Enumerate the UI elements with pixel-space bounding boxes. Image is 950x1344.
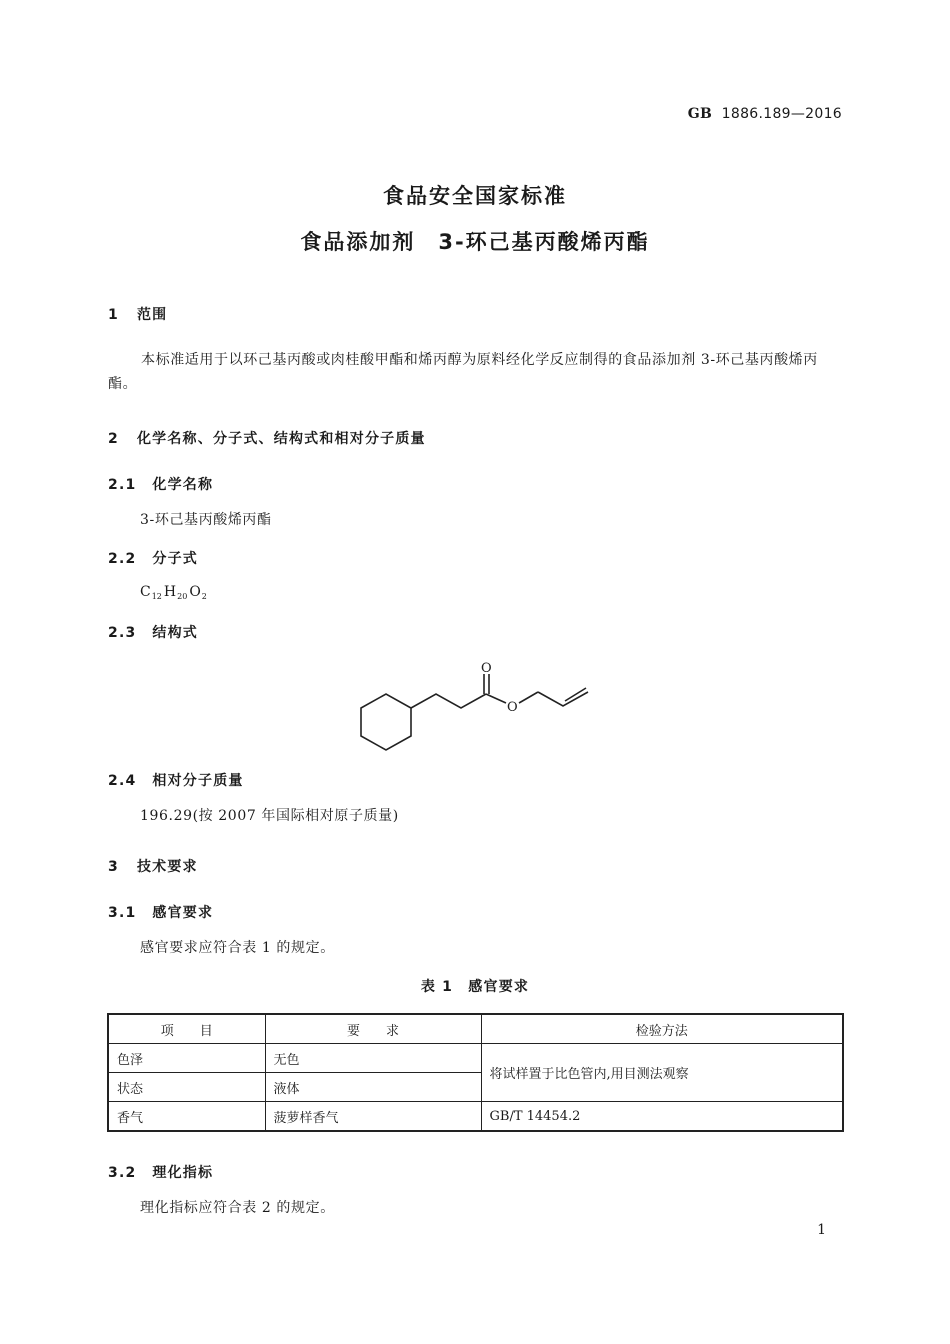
- table-cell-item: 色泽: [108, 1044, 265, 1073]
- table-cell-requirement: 无色: [265, 1044, 481, 1073]
- section-number: 2.2: [108, 551, 137, 567]
- column-header-requirement: 要 求: [265, 1014, 481, 1044]
- table-cell-requirement: 菠萝样香气: [265, 1102, 481, 1132]
- section-3-heading: [108, 856, 198, 876]
- document-title-line2: 食品添加剂 3-环己基丙酸烯丙酯: [300, 230, 650, 254]
- carbon-chain: [411, 694, 486, 708]
- table-row: [108, 1044, 843, 1073]
- section-title: 范围: [136, 307, 168, 323]
- table-header-row: [108, 1014, 843, 1044]
- allyl-chain: [538, 692, 588, 706]
- section-title: 结构式: [152, 625, 199, 641]
- table-cell-requirement: 液体: [265, 1073, 481, 1102]
- structural-formula: [352, 656, 602, 756]
- molecular-formula: $C_{12}$ $H_{20}$ $O_2$: [140, 584, 207, 601]
- section-2-2-heading: [108, 548, 198, 568]
- section-number: 3.1: [108, 905, 137, 921]
- column-header-method: 检验方法: [481, 1014, 843, 1044]
- table-row: [108, 1102, 843, 1132]
- standard-code-prefix: GB: [687, 106, 713, 122]
- section-number: 3: [108, 859, 119, 875]
- section-1-heading: [108, 304, 167, 324]
- section-3-2-paragraph: 理化指标应符合表 2 的规定。: [140, 1200, 335, 1216]
- cyclohexane-ring: [361, 694, 411, 750]
- standard-code-number: 1886.189—2016: [721, 106, 842, 122]
- section-2-3-heading: [108, 622, 198, 642]
- section-2-heading: [108, 428, 426, 448]
- section-number: 2.3: [108, 625, 137, 641]
- table-cell-method: GB/T 14454.2: [481, 1102, 843, 1132]
- section-title: 技术要求: [136, 859, 198, 875]
- page-number: 1: [817, 1222, 826, 1238]
- section-number: 1: [108, 307, 119, 323]
- chemical-name: 3-环己基丙酸烯丙酯: [140, 512, 272, 528]
- section-title: 化学名称、分子式、结构式和相对分子质量: [136, 431, 426, 447]
- ester-oxygen-bond: [519, 692, 538, 703]
- section-3-1-paragraph: 感官要求应符合表 1 的规定。: [140, 940, 335, 956]
- section-3-1-heading: [108, 902, 213, 922]
- ester-bond: [486, 694, 506, 703]
- section-2-1-heading: [108, 474, 213, 494]
- section-number: 3.2: [108, 1165, 137, 1181]
- standard-code: [688, 106, 842, 122]
- section-title: 感官要求: [152, 905, 214, 921]
- table-cell-item: 香气: [108, 1102, 265, 1132]
- column-header-item: 项 目: [108, 1014, 265, 1044]
- ester-oxygen-label: O: [507, 700, 518, 715]
- section-number: 2.4: [108, 773, 137, 789]
- molecular-mass: 196.29(按 2007 年国际相对原子质量): [140, 808, 399, 824]
- table-cell-method: 将试样置于比色管内,用目测法观察: [481, 1044, 843, 1102]
- section-title: 化学名称: [152, 477, 214, 493]
- document-title-line1: 食品安全国家标准: [383, 184, 567, 208]
- section-title: 相对分子质量: [152, 773, 244, 789]
- section-number: 2.1: [108, 477, 137, 493]
- table-1: [107, 1013, 844, 1132]
- section-number: 2: [108, 431, 119, 447]
- section-1-paragraph: 本标准适用于以环己基丙酸或肉桂酸甲酯和烯丙醇为原料经化学反应制得的食品添加剂 3-环己基丙酸烯丙酯。: [108, 352, 818, 392]
- section-2-4-heading: [108, 770, 244, 790]
- carbonyl-oxygen-label: O: [481, 661, 492, 676]
- section-title: 分子式: [152, 551, 199, 567]
- table-1-caption: 表 1 感官要求: [420, 979, 530, 995]
- table-cell-item: 状态: [108, 1073, 265, 1102]
- section-3-2-heading: [108, 1162, 213, 1182]
- section-title: 理化指标: [152, 1165, 214, 1181]
